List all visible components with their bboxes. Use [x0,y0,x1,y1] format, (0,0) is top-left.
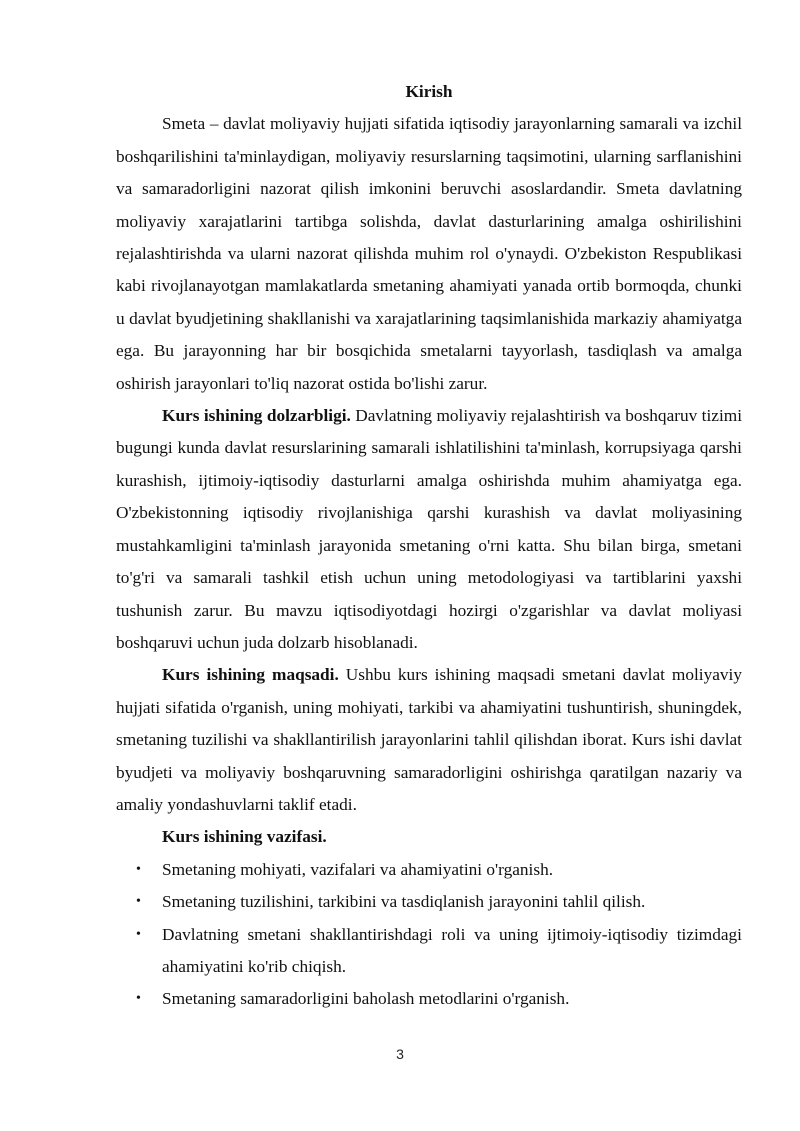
goal-heading: Kurs ishining maqsadi. [162,665,339,685]
document-page [116,76,742,1016]
list-item-text: Davlatning smetani shakllantirishdagi roli va uning ijtimoiy-iqtisodiy tizimdagi ahamiyatini ko'rib chiqish. [162,924,742,976]
relevance-text: Davlatning moliyaviy rejalashtirish va boshqaruv tizimi bugungi kunda davlat resurslarining samarali ishlatilishini ta'minlash, korrupsiyaga qarshi kurashish, ijtimoiy-iqtisodiy dasturlarni amalga oshirishda muhim ahamiyatga ega. O'zbekistonning iqtisodiy rivojlanishiga qarshi kurashish va davlat moliyasining mustahkamligini ta'minlash jarayonida smetaning o'rni katta. Shu bilan birga, smetani to'g'ri va samarali tashkil etish uchun uning metodologiyasi va tartiblarini yaxshi tushunish zarur. Bu mavzu iqtisodiyotdagi hozirgi o'zgarishlar va davlat moliyasi boshqaruvi uchun juda dolzarb hisoblanadi. [116,406,742,652]
list-item-text: Smetaning tuzilishini, tarkibini va tasdiqlanish jarayonini tahlil qilish. [162,892,646,912]
relevance-paragraph [116,400,742,659]
page-number: 3 [396,1046,404,1062]
bullet-icon: • [136,894,141,910]
tasks-heading: Kurs ishining vazifasi. [162,827,327,847]
list-item-text: Smetaning samaradorligini baholash metodlarini o'rganish. [162,989,570,1009]
intro-paragraph: Smeta – davlat moliyaviy hujjati sifatida iqtisodiy jarayonlarning samarali va izchil boshqarilishini ta'minlaydigan, moliyaviy resurslarning taqsimotini, ularning sarflanishini va samaradorligini nazorat qilish imkonini beruvchi asoslardandir. Smeta davlatning moliyaviy xarajatlarini tartibga solishda, davlat dasturlarining amalga oshirilishini rejalashtirishda va ularni nazorat qilishda muhim rol o'ynaydi. O'zbekiston Respublikasi kabi rivojlanayotgan mamlakatlarda smetaning ahamiyati yanada ortib bormoqda, chunki u davlat byudjetining shakllanishi va xarajatlarining taqsimlanishida markaziy ahamiyatga ega. Bu jarayonning har bir bosqichida smetalarni tayyorlash, tasdiqlash va amalga oshirish jarayonlari to'liq nazorat ostida bo'lishi zarur. [116,114,742,393]
section-title: Kirish [405,82,453,101]
tasks-list [116,854,742,1016]
list-item [116,919,742,984]
list-item [116,983,742,1015]
goal-text: Ushbu kurs ishining maqsadi smetani davlat moliyaviy hujjati sifatida o'rganish, uning mohiyati, tarkibi va ahamiyatini tushuntirish, shuningdek, smetaning tuzilishi va shakllantirilish jarayonlarini tahlil qilishdan iborat. Kurs ishi davlat byudjeti va moliyaviy boshqaruvning samaradorligini oshirishga qaratilgan nazariy va amaliy yondashuvlarni taklif etadi. [116,665,743,814]
list-item [116,886,742,918]
goal-paragraph [116,659,742,821]
bullet-icon: • [136,926,141,942]
list-item-text: Smetaning mohiyati, vazifalari va ahamiyatini o'rganish. [162,859,554,879]
list-item [116,854,742,886]
bullet-icon: • [136,991,141,1007]
relevance-heading: Kurs ishining dolzarbligi. [162,406,351,426]
bullet-icon: • [136,861,141,877]
